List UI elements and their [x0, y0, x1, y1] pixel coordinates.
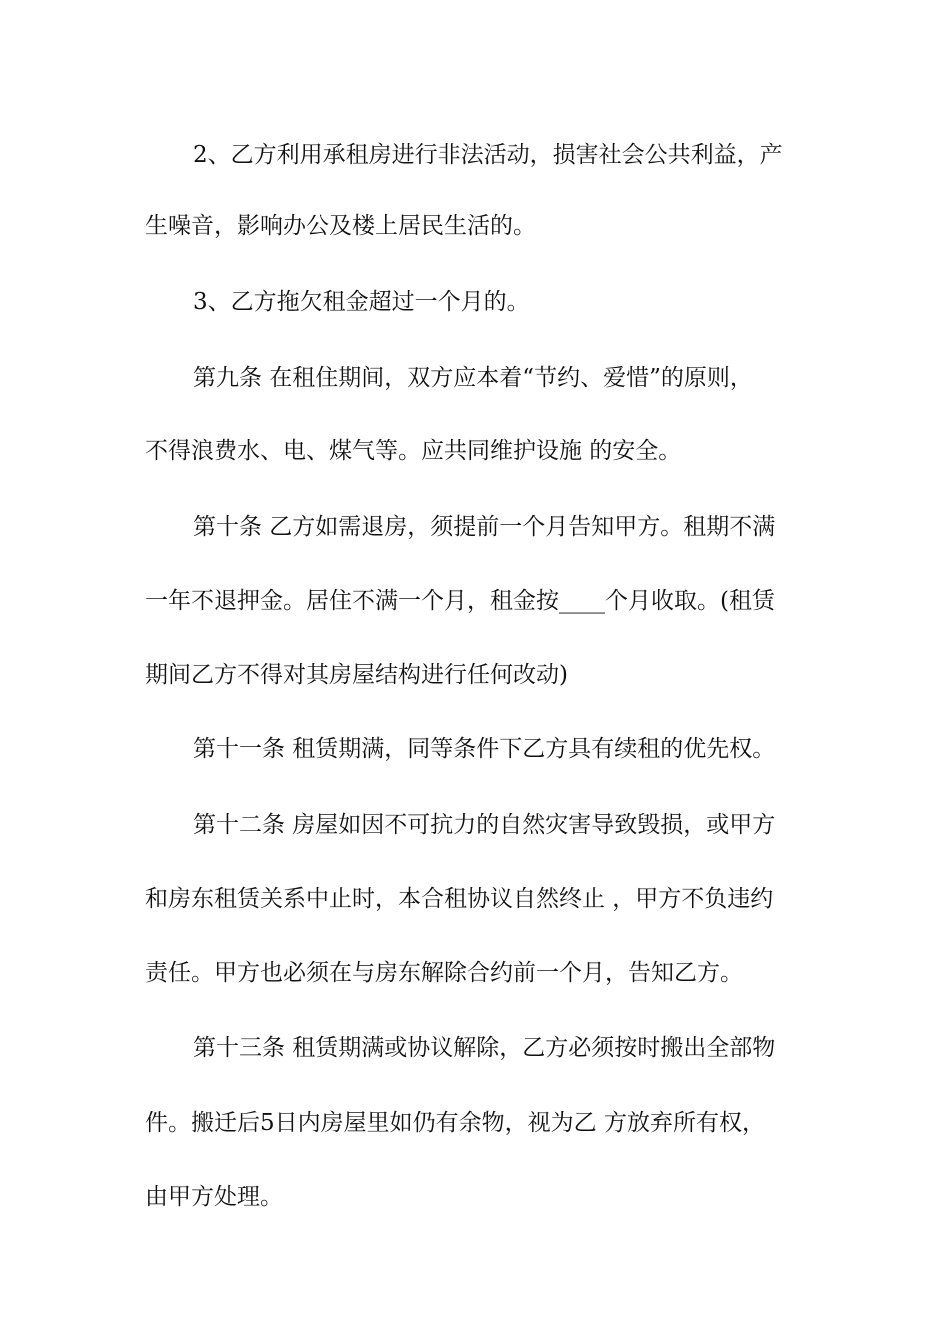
clause-8-item-2-line-1: 2、乙方利用承租房进行非法活动，损害社会公共利益，产 — [193, 142, 783, 168]
clause-13-line-1: 第十三条 租赁期满或协议解除，乙方必须按时搬出全部物 — [193, 1035, 776, 1061]
clause-13-line-3: 由甲方处理。 — [145, 1184, 283, 1210]
clause-9-line-1: 第九条 在租住期间，双方应本着“节约、爱惜”的原则， — [193, 365, 753, 391]
clause-8-item-2-line-2: 生噪音，影响办公及楼上居民生活的。 — [145, 213, 536, 239]
clause-11: 第十一条 租赁期满，同等条件下乙方具有续租的优先权。 — [193, 736, 776, 762]
clause-12-line-1: 第十二条 房屋如因不可抗力的自然灾害导致毁损，或甲方 — [193, 812, 776, 838]
clause-9-line-2: 不得浪费水、电、煤气等。应共同维护设施 的安全。 — [145, 438, 682, 464]
clause-13-line-2: 件。搬迁后5日内房屋里如仍有余物，视为乙 方放弃所有权， — [145, 1110, 765, 1136]
clause-12-line-2: 和房东租赁关系中止时，本合租协议自然终止 ，甲方不负违约 — [145, 886, 774, 912]
clause-10-line-3: 期间乙方不得对其房屋结构进行任何改动) — [145, 662, 568, 688]
clause-12-line-3: 责任。甲方也必须在与房东解除合约前一个月，告知乙方。 — [145, 960, 743, 986]
clause-8-item-3: 3、乙方拖欠租金超过一个月的。 — [193, 289, 530, 315]
clause-10-line-1: 第十条 乙方如需退房，须提前一个月告知甲方。租期不满 — [193, 514, 776, 540]
clause-10-line-2: 一年不退押金。居住不满一个月，租金按____个月收取。(租赁 — [145, 588, 775, 614]
